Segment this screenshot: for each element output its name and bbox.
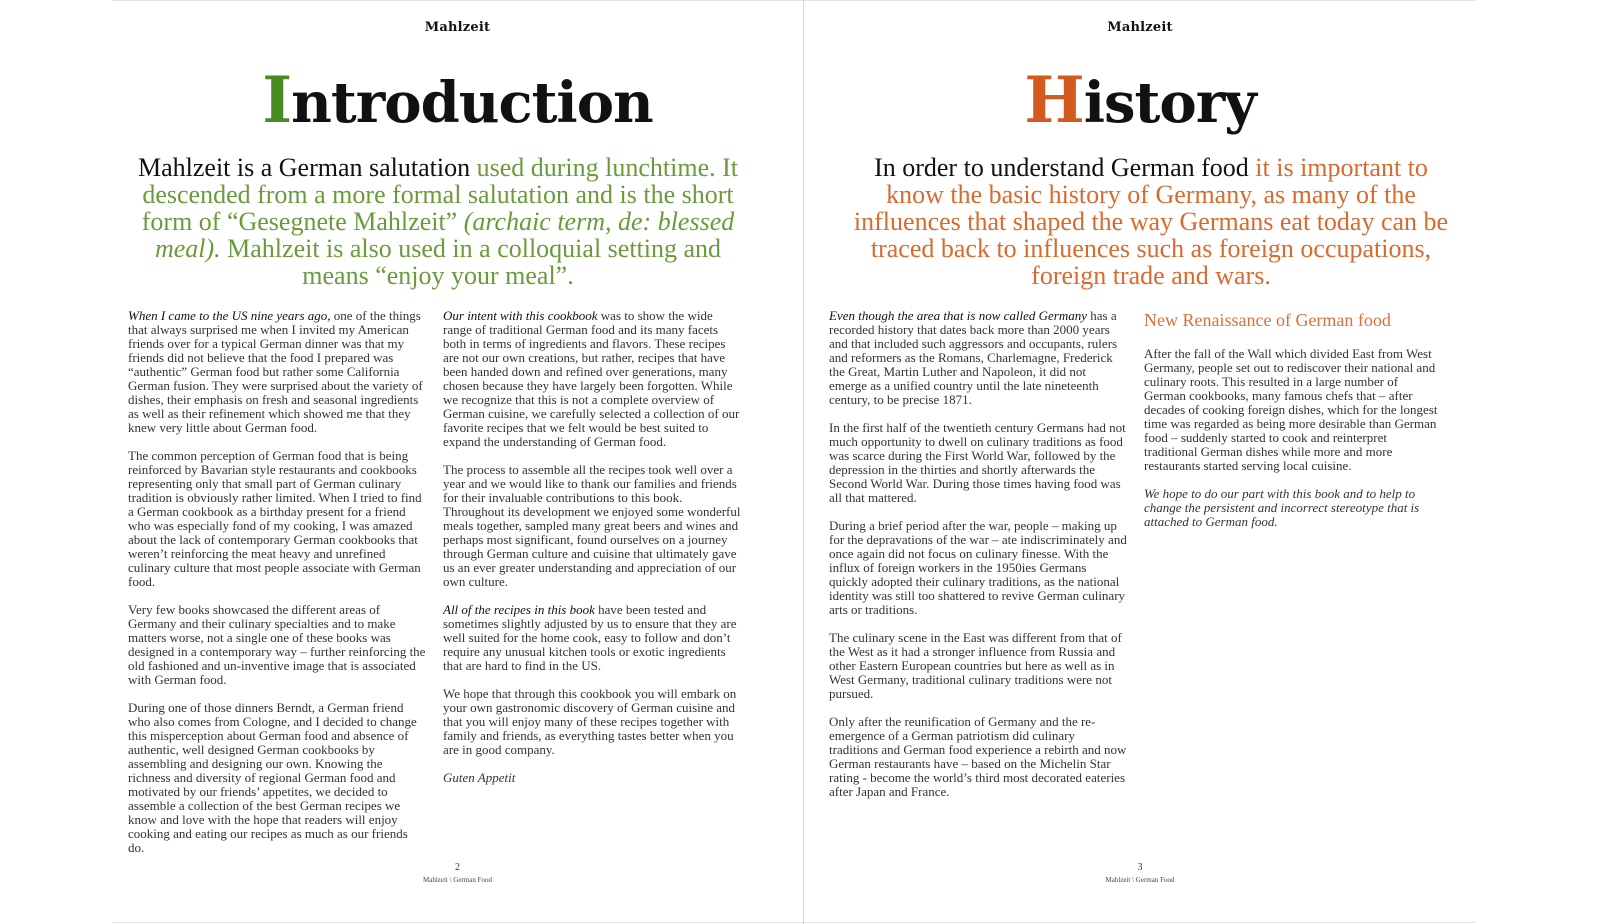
folio [112, 862, 803, 886]
body-paragraph: During one of those dinners Berndt, a German friend who also comes from Cologne, and I decided to change this misperception about German food and absence of authentic, well designed German cookbooks by assembling and designing our own. Knowing the richness and diversity of regional German food and motivated by our friends’ appetites, we decided to assemble a collection of the best German recipes we know and love with the hope that readers will enjoy cooking and eating our recipes as much as our friends do. [128, 700, 417, 855]
section-heading: New Renaissance of German food [1144, 310, 1391, 330]
body-paragraph: Very few books showcased the different areas of Germany and their culinary specialties and to make matters worse, not a single one of these books was designed in a contemporary way – further reinforcing the old fashioned and un-inventive image that is associated with German food. [128, 602, 426, 687]
running-head: Mahlzeit [1107, 20, 1173, 35]
lead-part1: Mahlzeit is a German salutation [137, 153, 477, 182]
body-paragraph: Even though the area that is now called Germany has a recorded history that dates back more than 2000 years and that included such aggressors and occupants, rulers and reformers as the Romans, Charlemagne, Frederick the Great, Martin Luther and Napoleon, it did not emerge as a unified country until the late nineteenth century, to be precise 1871. [829, 308, 1118, 407]
body-paragraph: The culinary scene in the East was different from that of the West as it had a stronger influence from Russia and other Eastern European countries but here as well as in West Germany, traditional culinary traditions were not pursued. [829, 630, 1122, 701]
body-paragraph: The process to assemble all the recipes took well over a year and we would like to thank our families and friends for their invaluable contributions to this book. Throughout its development we enjoyed some wonderful meals together, sampled many great beers and wines and perhaps most significant, found ourselves on a journey through German culture and cuisine that ultimately gave us an ever greater understanding and appreciation of our own culture. [443, 462, 741, 589]
body-paragraph: When I came to the US nine years ago, one of the things that always surprised me when I invited my American friends over for a typical German dinner was that my friends did not believe that the food I prepared was “authentic” German food but rather some California German fusion. They were surprised about the variety of dishes, their emphasis on fresh and seasonal ingredients as well as their refinement which showed me that they knew very little about German food. [128, 308, 423, 435]
lead-part2: it is important to know the basic history of Germany, as many of the influences that shaped the way Germans eat today can be traced back to influences such as foreign occupations, foreign trade and wars. [853, 153, 1449, 290]
text-column-2 [1144, 309, 1442, 543]
body-paragraph: Our intent with this cookbook was to show the wide range of traditional German food and its many facets both in terms of ingredients and flavors. These recipes are not our own creations, but rather, recipes that have been handed down and refined over generations, many chosen because they have largely been forgotten. While we recognize that this is not a complete overview of German cuisine, we carefully selected a collection of our favorite recipes that we felt would be best suited to expand the understanding of German food. [443, 308, 740, 449]
body-paragraph: We hope that through this cookbook you will embark on your own gastronomic discovery of German cuisine and that you will enjoy many of these recipes together with family and friends, as everything tastes better when you are in good company. [443, 686, 737, 757]
lead-part1: In order to understand German food [874, 153, 1256, 182]
paragraph-lead-in: Our intent with this cookbook [443, 308, 598, 323]
page-number: 2 [455, 862, 460, 873]
text-column-1 [128, 309, 426, 869]
paragraph-lead-in: Even though the area that is now called Germany [829, 308, 1088, 323]
lead-paragraph [842, 154, 1460, 289]
page-footer: Mahlzeit \ German Food [422, 876, 492, 884]
lead-paragraph [128, 154, 748, 289]
body-paragraph: During a brief period after the war, people – making up for the depravations of the war – ate indiscriminately and once again did not focus on culinary finesse. With the influx of foreign workers in the 1950ies Germans quickly adopted their culinary traditions, as the national identity was still too shattered to revive German culinary arts or traditions. [829, 518, 1127, 617]
page-footer: Mahlzeit \ German Food [1105, 876, 1175, 884]
folio [804, 862, 1476, 886]
page-number: 3 [1137, 862, 1143, 873]
running-head: Mahlzeit [424, 20, 491, 35]
left-page [112, 0, 803, 924]
title-rest: istory [1083, 70, 1256, 136]
page-title [112, 63, 803, 138]
text-column-2 [443, 309, 741, 799]
body-paragraph: The common perception of German food that is being reinforced by Bavarian style restaurants and cookbooks representing only that small part of German culinary tradition is obviously rather limited. When I tried to find a German cookbook as a birthday present for a friend who was especially fond of my cooking, I was amazed about the lack of contemporary German cookbooks that weren’t reinforcing the meat heavy and unrefined culinary culture that most people associate with German food. [128, 448, 422, 589]
text-column-1 [829, 309, 1127, 813]
body-paragraph: Only after the reunification of Germany and the re-emergence of a German patriotism did culinary traditions and German food experience a rebirth and now German restaurants have – based on the Michelin Star rating - become the world’s third most decorated eateries after Japan and France. [829, 714, 1127, 799]
right-page [804, 0, 1476, 924]
page-title [804, 63, 1476, 138]
body-paragraph: In the first half of the twentieth century Germans had not much opportunity to dwell on culinary traditions as food was scarce during the First World War, followed by the depression in the thirties and shortly afterwards the Second World War. During those times having food was all that mattered. [829, 420, 1126, 505]
sign-off: Guten Appetit [443, 770, 516, 785]
body-paragraph: All of the recipes in this book have been tested and sometimes slightly adjusted by us to ensure that they are well suited for the home cook, easy to follow and don’t require any unusual kitchen tools or exotic ingredients that are hard to find in the US. [443, 602, 737, 673]
closing-note: We hope to do our part with this book and to help to change the persistent and incorrect stereotype that is attached to German food. [1144, 486, 1420, 529]
book-spread [112, 0, 1476, 924]
body-paragraph: After the fall of the Wall which divided East from West Germany, people set out to rediscover their national and culinary roots. This resulted in a large number of German cookbooks, many famous chefs that – after decades of cooking foreign dishes, which for the longest time was regarded as being more desirable than German food – suddenly started to cook and reinterpret traditional German dishes while more and more restaurants started serving local cuisine. [1144, 346, 1438, 473]
title-rest: ntroduction [291, 70, 653, 136]
lead-part2: used during lunchtime. It descended from a more formal salutation and is the short form of “Gesegnete Mahlzeit” [141, 153, 739, 236]
title-initial: I [262, 63, 292, 138]
lead-part4: Mahlzeit is also used in a colloquial setting and means “enjoy your meal”. [220, 234, 722, 290]
lead-part3: (archaic term, de: blessed meal). [154, 207, 735, 263]
paragraph-lead-in: When I came to the US nine years ago, [128, 308, 331, 323]
title-initial: H [1024, 63, 1084, 138]
paragraph-lead-in: All of the recipes in this book [443, 602, 595, 617]
